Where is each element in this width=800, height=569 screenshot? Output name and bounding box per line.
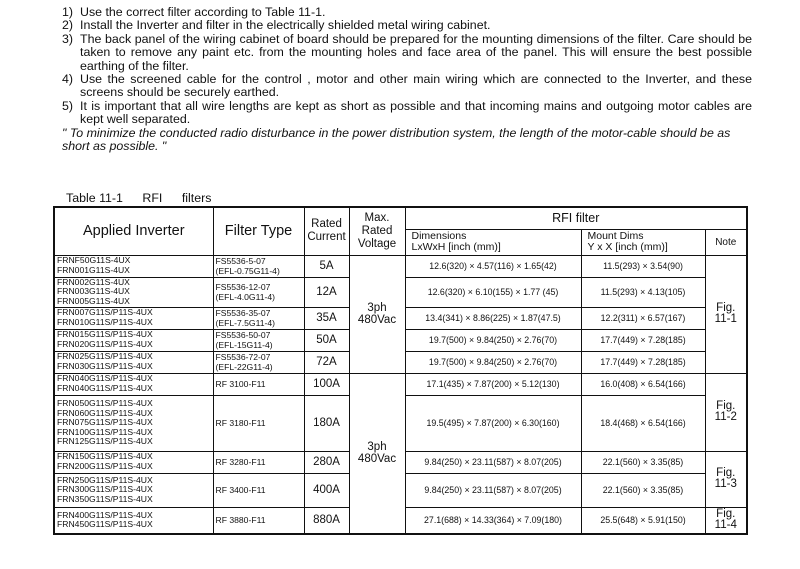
filter-type-cell bbox=[213, 451, 304, 473]
header-mount-dims bbox=[581, 229, 705, 255]
note-cell bbox=[705, 373, 747, 451]
header-max-voltage-line3: Voltage bbox=[357, 237, 397, 250]
mount-dims-cell: 25.5(648) × 5.91(150) bbox=[581, 507, 705, 534]
filter-model: FS5536-12-07 bbox=[215, 282, 271, 292]
dimensions-cell: 19.5(495) × 7.87(200) × 6.30(160) bbox=[405, 395, 581, 451]
dimensions-cell: 19.7(500) × 9.84(250) × 2.76(70) bbox=[405, 351, 581, 373]
step-text: The back panel of the wiring cabinet of board should be prepared for the mounting dimensions of the filter. Care should be taken to remove any paint etc. from the mounting holes and face area of the panel. This will ensure the best possible earthing of the filter. bbox=[80, 31, 752, 73]
step-text: Use the screened cable for the control , motor and other main wiring which are connected to the Inverter, and these screens should be securely earthed. bbox=[80, 72, 752, 100]
filter-type-cell bbox=[213, 307, 304, 329]
filter-type-cell bbox=[213, 395, 304, 451]
header-note: Note bbox=[705, 229, 747, 255]
inverter-model: FRN100G11S/P11S-4UX bbox=[57, 426, 153, 437]
note-fig-number: 11-1 bbox=[714, 313, 737, 325]
inverter-model: FRN300G11S/P11S-4UX bbox=[57, 484, 153, 495]
instruction-step bbox=[62, 100, 752, 127]
filter-type-cell bbox=[213, 473, 304, 507]
filter-model: FS5536-50-07 bbox=[215, 330, 271, 340]
inverter-model: FRN002G11S-4UX bbox=[57, 276, 130, 287]
step-number: 2) bbox=[62, 18, 74, 33]
rfi-filter-table bbox=[53, 206, 748, 535]
filter-model: FS5536-35-07 bbox=[215, 308, 271, 318]
step-number: 1) bbox=[62, 5, 74, 19]
filter-type-cell bbox=[213, 277, 304, 307]
filter-model-alt: (EFL-22G11-4) bbox=[215, 362, 273, 372]
dimensions-cell: 12.6(320) × 6.10(155) × 1.77 (45) bbox=[405, 277, 581, 307]
note-cell bbox=[705, 507, 747, 534]
inverter-model: FRN050G11S/P11S-4UX bbox=[57, 398, 153, 409]
note-fig: Fig. bbox=[716, 400, 736, 412]
note-fig-number: 11-2 bbox=[714, 411, 737, 423]
note-fig-number: 11-3 bbox=[714, 478, 737, 490]
mount-dims-cell: 17.7(449) × 7.28(185) bbox=[581, 351, 705, 373]
header-rated-current-line1: Rated bbox=[311, 218, 342, 231]
filter-model-alt: (EFL-7.5G11-4) bbox=[215, 318, 276, 328]
step-number: 5) bbox=[62, 98, 74, 113]
inverter-cell bbox=[54, 395, 213, 451]
inverter-cell bbox=[54, 473, 213, 507]
inverter-cell bbox=[54, 329, 213, 351]
motor-cable-note: " To minimize the conducted radio disturbance in the power distribution system, the length of the motor-cable should be as short as possible. " bbox=[62, 125, 731, 154]
filter-model-alt: (EFL-4.0G11-4) bbox=[215, 292, 276, 302]
inverter-cell bbox=[54, 255, 213, 277]
rated-current-cell: 50A bbox=[304, 329, 349, 351]
mount-dims-cell: 12.2(311) × 6.57(167) bbox=[581, 307, 705, 329]
mount-dims-cell: 22.1(560) × 3.35(85) bbox=[581, 473, 705, 507]
instruction-step bbox=[62, 73, 752, 100]
inverter-model: FRN040G11S/P11S-4UX bbox=[57, 373, 153, 384]
header-max-voltage-line2: Rated bbox=[361, 224, 393, 237]
inverter-model: FRN005G11S-4UX bbox=[57, 295, 130, 306]
header-max-voltage-line1: Max. bbox=[364, 211, 390, 224]
table-title: RFI bbox=[142, 191, 163, 205]
table-caption bbox=[66, 191, 227, 205]
inverter-model: FRN007G11S/P11S-4UX bbox=[57, 307, 153, 318]
inverter-model: FRN040G11S/P11S-4UX bbox=[57, 383, 153, 393]
voltage-cell bbox=[349, 255, 405, 373]
filter-model-alt: (EFL-0.75G11-4) bbox=[215, 266, 280, 276]
instruction-step bbox=[62, 33, 752, 73]
inverter-model: FRN015G11S/P11S-4UX bbox=[57, 329, 153, 340]
filter-model: RF 3880-F11 bbox=[215, 515, 266, 526]
filter-model: RF 3400-F11 bbox=[215, 485, 266, 495]
inverter-cell bbox=[54, 307, 213, 329]
header-rated-current bbox=[304, 207, 349, 255]
inverter-model: FRN010G11S/P11S-4UX bbox=[57, 317, 153, 327]
table-row bbox=[54, 255, 747, 277]
inverter-model: FRN030G11S/P11S-4UX bbox=[57, 361, 153, 371]
note-fig: Fig. bbox=[716, 302, 736, 314]
header-max-voltage bbox=[349, 207, 405, 255]
filter-model: RF 3280-F11 bbox=[215, 457, 266, 467]
inverter-model: FRN001G11S-4UX bbox=[57, 265, 130, 275]
filter-type-cell bbox=[213, 373, 304, 395]
dimensions-cell: 9.84(250) × 23.11(587) × 8.07(205) bbox=[405, 451, 581, 473]
mount-dims-cell: 22.1(560) × 3.35(85) bbox=[581, 451, 705, 473]
mount-dims-cell: 11.5(293) × 4.13(105) bbox=[581, 277, 705, 307]
filter-model: FS5536-72-07 bbox=[215, 352, 271, 362]
table-number: Table 11-1 bbox=[66, 191, 123, 205]
header-dimensions-line1: Dimensions bbox=[411, 230, 467, 242]
instruction-step bbox=[62, 19, 752, 32]
note-fig: Fig. bbox=[716, 467, 736, 479]
dimensions-cell: 13.4(341) × 8.86(225) × 1.87(47.5) bbox=[405, 307, 581, 329]
table-title-2: filters bbox=[181, 191, 212, 205]
inverter-model: FRN020G11S/P11S-4UX bbox=[57, 339, 153, 349]
dimensions-cell: 12.6(320) × 4.57(116) × 1.65(42) bbox=[405, 255, 581, 277]
rated-current-cell: 5A bbox=[304, 255, 349, 277]
inverter-model: FRN150G11S/P11S-4UX bbox=[57, 451, 153, 462]
step-text: Install the Inverter and filter in the electrically shielded metal wiring cabinet. bbox=[80, 18, 491, 33]
step-number: 3) bbox=[62, 31, 74, 46]
filter-model: FS5536-5-07 bbox=[215, 256, 266, 266]
dimensions-cell: 17.1(435) × 7.87(200) × 5.12(130) bbox=[405, 373, 581, 395]
header-mount-dims-line2: Y x X [inch (mm)] bbox=[587, 241, 668, 253]
inverter-model: FRNF50G11S-4UX bbox=[57, 255, 131, 266]
mount-dims-cell: 17.7(449) × 7.28(185) bbox=[581, 329, 705, 351]
step-text: Use the correct filter according to Table 11-1. bbox=[80, 5, 326, 19]
inverter-cell bbox=[54, 351, 213, 373]
inverter-model: FRN350G11S/P11S-4UX bbox=[57, 493, 153, 504]
instructions-list bbox=[62, 6, 752, 153]
filter-model: RF 3100-F11 bbox=[215, 379, 266, 389]
note-cell bbox=[705, 255, 747, 373]
rated-current-cell: 180A bbox=[304, 395, 349, 451]
filter-type-cell bbox=[213, 255, 304, 277]
inverter-model: FRN450G11S/P11S-4UX bbox=[57, 519, 153, 530]
inverter-model: FRN125G11S/P11S-4UX bbox=[57, 436, 153, 447]
inverter-model: FRN003G11S-4UX bbox=[57, 286, 130, 297]
inverter-model: FRN400G11S/P11S-4UX bbox=[57, 509, 153, 520]
header-applied-inverter: Applied Inverter bbox=[54, 207, 213, 255]
dimensions-cell: 27.1(688) × 14.33(364) × 7.09(180) bbox=[405, 507, 581, 534]
header-dimensions-line2: LxWxH [inch (mm)] bbox=[411, 241, 501, 253]
step-number: 4) bbox=[62, 72, 74, 87]
inverter-cell bbox=[54, 451, 213, 473]
inverter-model: FRN250G11S/P11S-4UX bbox=[57, 474, 153, 485]
header-mount-dims-line1: Mount Dims bbox=[587, 230, 644, 242]
inverter-model: FRN025G11S/P11S-4UX bbox=[57, 351, 153, 362]
header-row bbox=[54, 207, 747, 229]
dimensions-cell: 9.84(250) × 23.11(587) × 8.07(205) bbox=[405, 473, 581, 507]
header-dimensions bbox=[405, 229, 581, 255]
mount-dims-cell: 11.5(293) × 3.54(90) bbox=[581, 255, 705, 277]
rated-current-cell: 100A bbox=[304, 373, 349, 395]
voltage-phase: 3ph bbox=[367, 302, 387, 314]
dimensions-cell: 19.7(500) × 9.84(250) × 2.76(70) bbox=[405, 329, 581, 351]
filter-type-cell bbox=[213, 507, 304, 534]
voltage-value: 480Vac bbox=[357, 453, 397, 466]
filter-model-alt: (EFL-15G11-4) bbox=[215, 340, 273, 350]
mount-dims-cell: 16.0(408) × 6.54(166) bbox=[581, 373, 705, 395]
table-row bbox=[54, 373, 747, 395]
rated-current-cell: 280A bbox=[304, 451, 349, 473]
inverter-model: FRN060G11S/P11S-4UX bbox=[57, 407, 153, 418]
filter-type-cell bbox=[213, 351, 304, 373]
rated-current-cell: 72A bbox=[304, 351, 349, 373]
mount-dims-cell: 18.4(468) × 6.54(166) bbox=[581, 395, 705, 451]
rated-current-cell: 12A bbox=[304, 277, 349, 307]
inverter-model: FRN200G11S/P11S-4UX bbox=[57, 461, 153, 471]
step-text: It is important that all wire lengths are kept as short as possible and that incoming mains and outgoing motor cables are kept well separated. bbox=[80, 98, 752, 127]
inverter-model: FRN075G11S/P11S-4UX bbox=[57, 417, 153, 428]
voltage-cell bbox=[349, 373, 405, 534]
filter-type-cell bbox=[213, 329, 304, 351]
instruction-step bbox=[62, 6, 752, 19]
header-rated-current-line2: Current bbox=[307, 231, 346, 244]
filter-model: RF 3180-F11 bbox=[215, 418, 266, 428]
note-fig: Fig. bbox=[716, 508, 736, 521]
voltage-phase: 3ph bbox=[367, 441, 387, 454]
note-fig-number: 11-4 bbox=[714, 519, 737, 532]
inverter-cell bbox=[54, 277, 213, 307]
header-rfi-filter: RFI filter bbox=[405, 207, 747, 229]
rated-current-cell: 880A bbox=[304, 507, 349, 534]
note-cell bbox=[705, 451, 747, 507]
voltage-value: 480Vac bbox=[357, 314, 397, 326]
rated-current-cell: 400A bbox=[304, 473, 349, 507]
rated-current-cell: 35A bbox=[304, 307, 349, 329]
inverter-cell bbox=[54, 507, 213, 534]
inverter-cell bbox=[54, 373, 213, 395]
header-filter-type: Filter Type bbox=[213, 207, 304, 255]
